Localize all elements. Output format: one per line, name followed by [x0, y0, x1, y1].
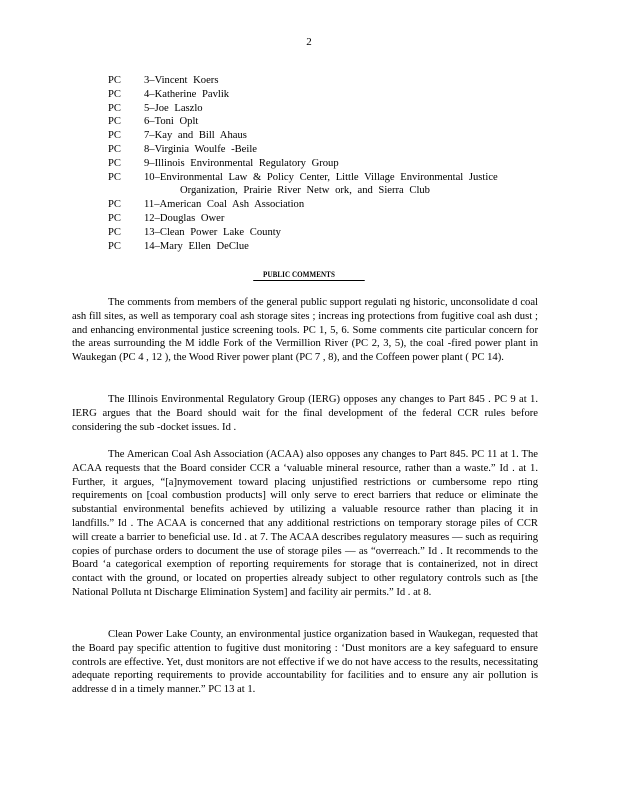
section-heading-wrap — [0, 268, 618, 282]
page-number: 2 — [306, 36, 312, 48]
pc-commenter: 12–Douglas Ower — [144, 212, 225, 224]
pc-code: PC — [108, 102, 121, 114]
section-heading: PUBLIC COMMENTS — [253, 268, 364, 281]
pc-commenter: 5–Joe Laszlo — [144, 102, 203, 114]
pc-code: PC — [108, 171, 121, 183]
list-item — [108, 74, 528, 88]
pc-commenter: 8–Virginia Woulfe -Beile — [144, 143, 257, 155]
pc-code: PC — [108, 157, 121, 169]
list-item — [108, 240, 528, 254]
pc-code: PC — [108, 226, 121, 238]
list-item — [108, 171, 528, 199]
pc-code: PC — [108, 212, 121, 224]
pc-code: PC — [108, 116, 121, 128]
paragraph-acaa: The American Coal Ash Association (ACAA) also opposes any changes to Part 845. PC 11 at 1. The ACAA requests that the Board consider CCR a ‘valuable mineral resource, rather than a waste.” Id . at 1. Further, it argues, “[a]nymovement toward placing unjustified restrictions or cumbersome repo rting requirements on [coal combustion products] will only serve to erect barriers that reduce or eliminate the substantial environmental benefits achieved by utilizing a valuable resource rather than placing it in landfills.” Id . The ACAA is concerned that any additional restrictions on temporary storage piles of CCR will create a barrier to beneficial use. Id . at 7. The ACAA describes regulatory measures — such as requiring copies of purchase orders to document the use of storage piles — as “overreach.” Id . It recommends to the Board ‘a categorical exemption of reporting requirements for storage that is containerized, not in direct contact with the ground, or located on properties already subject to other regulatory controls such as [the National Polluta nt Discharge Elimination System] and facility air permits.” Id . at 8. — [72, 449, 538, 598]
list-item — [108, 115, 528, 129]
paragraph-general-public: The comments from members of the general public support regulati ng historic, unconsolidate d coal ash fill sites, as well as temporary coal ash storage sites ; increas ing protections from fugitive coal ash dust ; and enhancing environmental justice screening tools. PC 1, 5, 6. Some comments cite particular concern for the areas surrounding the M iddle Fork of the Vermillion River (PC 2, 3, 5), the coal -fired power plant in Waukegan (PC 4 , 12 ), the Wood River power plant (PC 7 , 8), and the Coffeen power plant ( PC 14). — [72, 297, 538, 364]
list-item — [108, 143, 528, 157]
list-item — [108, 157, 528, 171]
pc-commenter: 10–Environmental Law & Policy Center, Little Village Environmental Justice Organization, Prairie River Netw ork, and Sierra Club — [144, 171, 498, 197]
pc-commenter: 3–Vincent Koers — [144, 75, 219, 86]
pc-code: PC — [108, 240, 121, 252]
pc-code: PC — [108, 88, 121, 100]
list-item — [108, 198, 528, 212]
pc-commenter: 7–Kay and Bill Ahaus — [144, 130, 247, 142]
pc-commenter: 6–Toni Oplt — [144, 116, 199, 128]
list-item — [108, 102, 528, 116]
pc-commenter: 13–Clean Power Lake County — [144, 226, 281, 238]
pc-commenter: 4–Katherine Pavlik — [144, 88, 230, 100]
pc-commenter: 9–Illinois Environmental Regulatory Group — [144, 157, 339, 169]
list-item — [108, 129, 528, 143]
pc-code: PC — [108, 199, 121, 211]
list-item — [108, 212, 528, 226]
list-item — [108, 88, 528, 102]
list-item — [108, 226, 528, 240]
public-comments-list — [108, 74, 528, 253]
pc-commenter: 11–American Coal Ash Association — [144, 199, 305, 211]
pc-code: PC — [108, 75, 121, 86]
paragraph-ierg: The Illinois Environmental Regulatory Group (IERG) opposes any changes to Part 845 . PC 9 at 1. IERG argues that the Board should wait for the final development of the federal CCR rules before considering the sub -docket issues. Id . — [72, 394, 538, 433]
paragraph-clean-power: Clean Power Lake County, an environmental justice organization based in Waukegan, requested that the Board pay specific attention to fugitive dust monitoring : ‘Dust monitors are a key safeguard to ensure controls are effective. Yet, dust monitors are not effective if we do not have access to the results, necessitating adequate reporting requirements to provide accountability for facilities and to ensure any air pollution is addresse d in a timely manner.” PC 13 at 1. — [72, 629, 538, 696]
pc-code: PC — [108, 130, 121, 142]
pc-commenter: 14–Mary Ellen DeClue — [144, 240, 249, 252]
pc-code: PC — [108, 143, 121, 155]
